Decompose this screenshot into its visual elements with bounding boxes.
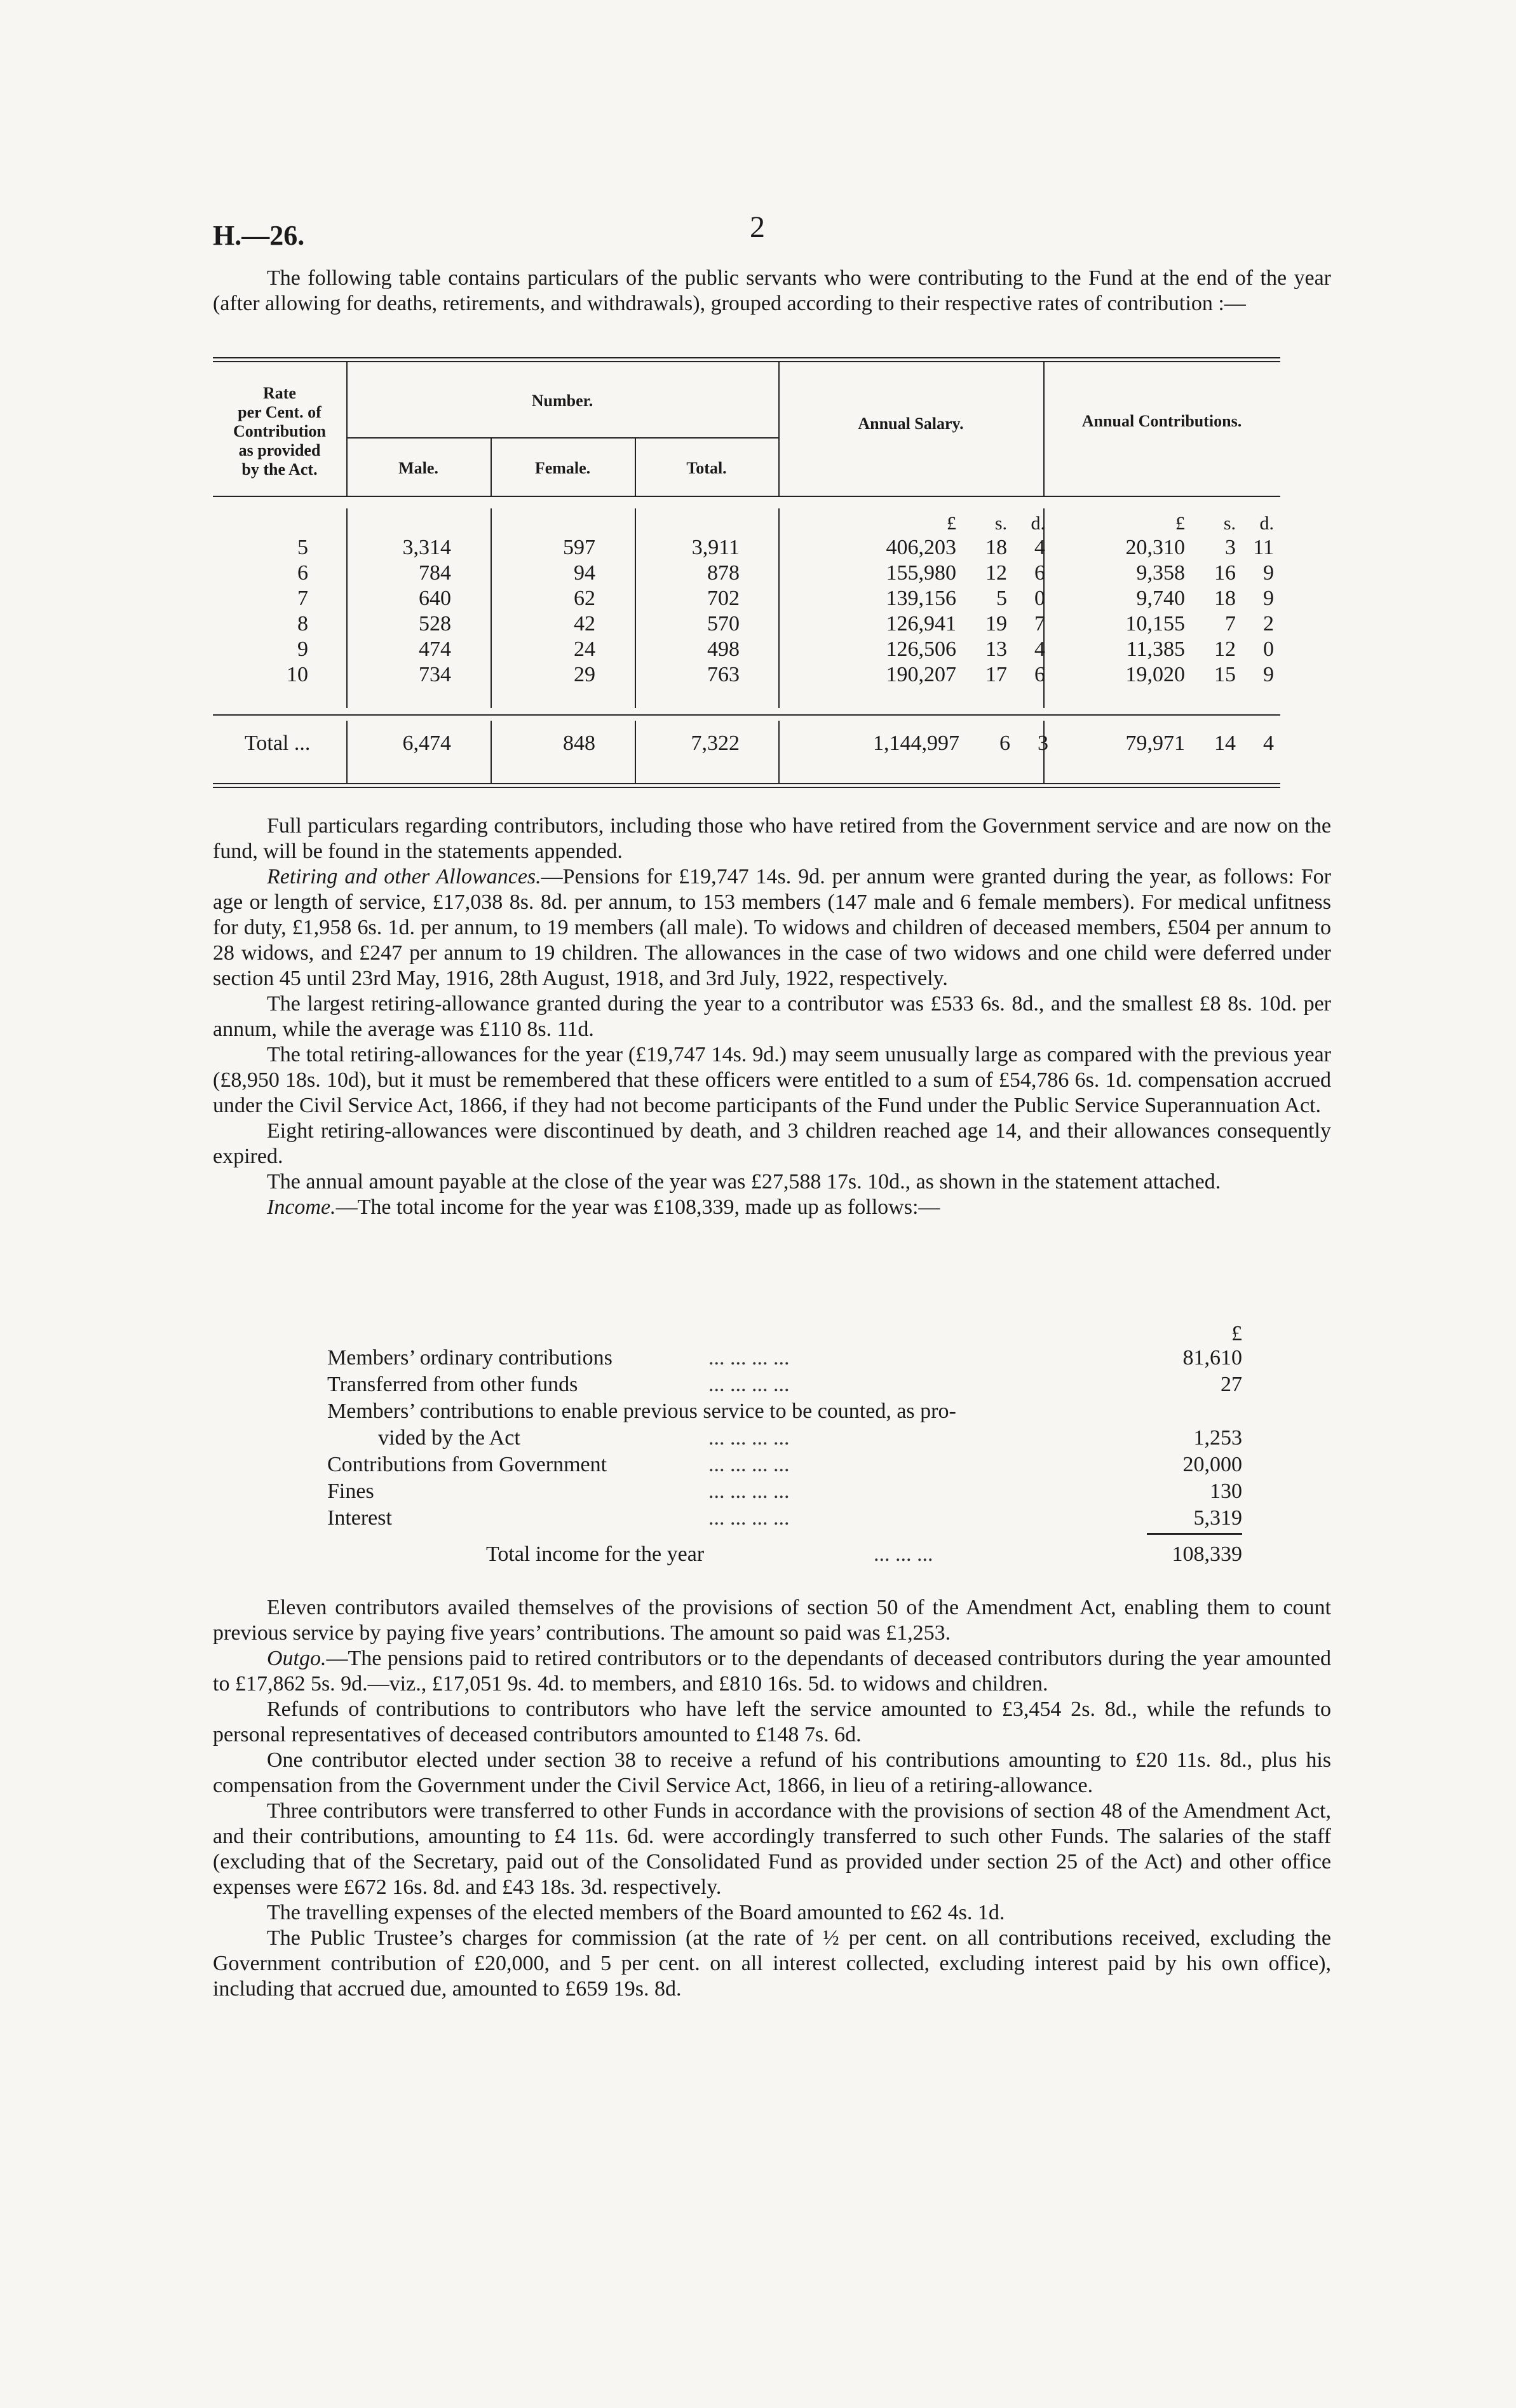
paragraph: The total retiring-allowances for the year (£19,747 14s. 9d.) may seem unusually large as compared with the previous year (£8,950 18s. 10d), but it must be remembered that these officers were entitled to a sum of £54,786 6s. 1d. compensation accrued under the Civil Service Act, 1866, if they had not become participants of the Fund under the Public Service Superannuation Act. xyxy=(213,1043,1331,1117)
total-cell: 702 xyxy=(707,587,740,610)
rate-cell: 6 xyxy=(297,561,308,585)
header-total: Total. xyxy=(686,459,727,477)
income-item-label: Contributions from Government xyxy=(327,1453,607,1476)
total-cell: 3,911 xyxy=(691,536,740,559)
totals-label: Total ... xyxy=(245,731,311,755)
paragraph: Income.—The total income for the year was £108,339, made up as follows:— xyxy=(267,1195,940,1219)
body-section-1 xyxy=(213,813,1331,1220)
female-cell: 42 xyxy=(574,612,595,636)
income-item-label: vided by the Act xyxy=(378,1426,520,1450)
income-total-label: Total income for the year xyxy=(486,1542,705,1566)
income-item-label: Members’ contributions to enable previous service to be counted, as pro- xyxy=(327,1399,956,1423)
income-item: Fines ... ... ... ... 130 xyxy=(327,1479,1242,1503)
salary-units: £ s. d. xyxy=(947,513,1045,534)
paragraph: Full particulars regarding contributors, including those who have retired from the Government service and are now on the fund, will be found in the statements appended. xyxy=(213,814,1331,863)
contribution-cell: 9,358 16 9 xyxy=(1136,561,1274,585)
salary-cell: 406,203 18 4 xyxy=(886,536,1045,559)
contribution-cell: 9,740 18 9 xyxy=(1136,587,1274,610)
income-item-label: Interest xyxy=(327,1506,392,1530)
income-item-amount: 81,610 xyxy=(1182,1346,1242,1370)
income-item: Members’ ordinary contributions ... ... ... ... 81,610 xyxy=(327,1346,1242,1370)
totals-female: 848 xyxy=(563,731,595,755)
rate-cell: 8 xyxy=(297,612,308,636)
totals-contributions: 79,971 14 4 xyxy=(1125,731,1274,755)
income-item xyxy=(327,1399,1242,1426)
salary-cell: 139,156 5 0 xyxy=(886,587,1045,610)
female-cell: 94 xyxy=(574,561,595,585)
total-cell: 570 xyxy=(707,612,740,636)
rate-cell: 10 xyxy=(287,663,308,686)
contribution-cell: 19,020 15 9 xyxy=(1125,663,1274,686)
female-cell: 62 xyxy=(574,587,595,610)
total-cell: 498 xyxy=(707,637,740,661)
income-item-amount: 20,000 xyxy=(1182,1453,1242,1476)
header-annual-salary: Annual Salary. xyxy=(858,414,964,433)
intro-paragraph: The following table contains particulars of the public servants who were contributing to the Fund at the end of the year (after allowing for deaths, retirements, and withdrawals), grouped according to their respective rates of contribution :— xyxy=(213,266,1331,315)
rate-cell: 9 xyxy=(297,637,308,661)
header-annual-contributions: Annual Contributions. xyxy=(1081,412,1242,430)
income-item-amount: 1,253 xyxy=(1193,1426,1242,1450)
income-list: £ Members’ ordinary contributions ... ... ... ... 81,610 Transferred from other funds ... ... ... ... 27 Members’ contributions to enable previous service to be counted, as pro- vided by the Act ... ... ... ... 1,253 Contributions from Government ... ... ... ... 20,000 Fines ... ... ... ... 130 Interest ... ... ... ... 5,319 Total income for the year ... ... ... 108,339 xyxy=(327,1322,1242,1566)
contribution-cell: 20,310 3 11 xyxy=(1125,536,1274,559)
paragraph: The travelling expenses of the elected members of the Board amounted to £62 4s. 1d. xyxy=(267,1901,1005,1924)
salary-cell: 126,506 13 4 xyxy=(886,637,1045,661)
income-item: vided by the Act ... ... ... ... 1,253 xyxy=(378,1426,1242,1450)
page-number: 2 xyxy=(750,210,765,244)
male-cell: 784 xyxy=(419,561,451,585)
total-cell: 878 xyxy=(707,561,740,585)
totals-total: 7,322 xyxy=(691,731,740,755)
paragraph: Outgo.—The pensions paid to retired contributors or to the dependants of deceased contributors during the year amounted to £17,862 5s. 9d.—viz., £17,051 9s. 4d. to members, and £810 16s. 5d. to widows and children. xyxy=(213,1647,1331,1696)
body-section-2 xyxy=(213,1595,1331,2002)
document-reference: H.—26. xyxy=(213,220,305,251)
income-item: Transferred from other funds ... ... ... ... 27 xyxy=(327,1373,1242,1396)
salary-cell: 126,941 19 7 xyxy=(886,612,1045,636)
total-cell: 763 xyxy=(707,663,740,686)
income-total-amount: 108,339 xyxy=(1172,1542,1242,1566)
contributors-table xyxy=(213,357,1280,789)
male-cell: 734 xyxy=(419,663,451,686)
paragraph: The largest retiring-allowance granted during the year to a contributor was £533 6s. 8d., and the smallest £8 8s. 10d. per annum, while the average was £110 8s. 11d. xyxy=(213,992,1331,1041)
paragraph: One contributor elected under section 38 to receive a refund of his contributions amounting to £20 11s. 8d., plus his compensation from the Government under the Civil Service Act, 1866, in lieu of a retiring-allowance. xyxy=(213,1748,1331,1797)
male-cell: 640 xyxy=(419,587,451,610)
income-item-label: Members’ ordinary contributions xyxy=(327,1346,612,1370)
paragraph: Retiring and other Allowances.—Pensions for £19,747 14s. 9d. per annum were granted during the year, as follows: For age or length of service, £17,038 8s. 8d. per annum, to 153 members (147 male and 6 female members). For medical unfitness for duty, £1,958 6s. 1d. per annum, to 19 members (all male). To widows and children of deceased members, £504 per annum to 28 widows, and £247 per annum to 19 children. The allowances in the case of two widows and one child were deferred under section 45 until 23rd May, 1916, 28th August, 1918, and 3rd July, 1922, respectively. xyxy=(213,865,1331,990)
income-item-amount: 5,319 xyxy=(1193,1506,1242,1530)
income-item-label: Transferred from other funds xyxy=(327,1373,578,1396)
rate-cell: 5 xyxy=(297,536,308,559)
header-female: Female. xyxy=(534,459,591,477)
paragraph: The annual amount payable at the close of the year was £27,588 17s. 10d., as shown in the statement attached. xyxy=(267,1170,1221,1194)
contribution-cell: 10,155 7 2 xyxy=(1125,612,1274,636)
income-item: Interest ... ... ... ... 5,319 xyxy=(327,1506,1242,1530)
rate-cell: 7 xyxy=(297,587,308,610)
male-cell: 528 xyxy=(419,612,451,636)
income-item-amount: 130 xyxy=(1210,1479,1242,1503)
contrib-units: £ s. d. xyxy=(1175,513,1274,534)
female-cell: 597 xyxy=(563,536,595,559)
paragraph: Refunds of contributions to contributors who have left the service amounted to £3,454 2s. 8d., while the refunds to personal representatives of deceased contributors amounted to £148 7s. 6d. xyxy=(213,1697,1331,1746)
male-cell: 3,314 xyxy=(402,536,451,559)
header-number: Number. xyxy=(531,391,593,410)
salary-cell: 190,207 17 6 xyxy=(886,663,1045,686)
header-male: Male. xyxy=(398,459,438,477)
male-cell: 474 xyxy=(419,637,451,661)
paragraph: Eight retiring-allowances were discontinued by death, and 3 children reached age 14, and their allowances consequently expired. xyxy=(213,1119,1331,1168)
income-item-amount: 27 xyxy=(1221,1373,1242,1396)
header-rate: Rate per Cent. of Contribution as provided by the Act. xyxy=(233,384,326,479)
paragraph: Eleven contributors availed themselves of the provisions of section 50 of the Amendment Act, enabling them to count previous service by paying five years’ contributions. The amount so paid was £1,253. xyxy=(213,1596,1331,1645)
contribution-cell: 11,385 12 0 xyxy=(1126,637,1274,661)
salary-cell: 155,980 12 6 xyxy=(886,561,1045,585)
totals-male: 6,474 xyxy=(402,731,451,755)
paragraph: The Public Trustee’s charges for commission (at the rate of ½ per cent. on all contributions received, excluding the Government contribution of £20,000, and 5 per cent. on all interest collected, excluding interest paid by his own office), including that accrued due, amounted to £659 19s. 8d. xyxy=(213,1926,1331,2001)
female-cell: 29 xyxy=(574,663,595,686)
female-cell: 24 xyxy=(574,637,595,661)
currency-label: £ xyxy=(1231,1322,1242,1345)
totals-salary: 1,144,997 6 3 xyxy=(873,731,1048,755)
income-item-label: Fines xyxy=(327,1479,374,1503)
income-item: Contributions from Government ... ... ... ... 20,000 xyxy=(327,1453,1242,1476)
paragraph: Three contributors were transferred to other Funds in accordance with the provisions of section 48 of the Amendment Act, and their contributions, amounting to £4 11s. 6d. were accordingly transferred to such other Funds. The salaries of the staff (excluding that of the Secretary, paid out of the Consolidated Fund as provided under section 25 of the Act) and other office expenses were £672 16s. 8d. and £43 18s. 3d. respectively. xyxy=(213,1799,1331,1899)
